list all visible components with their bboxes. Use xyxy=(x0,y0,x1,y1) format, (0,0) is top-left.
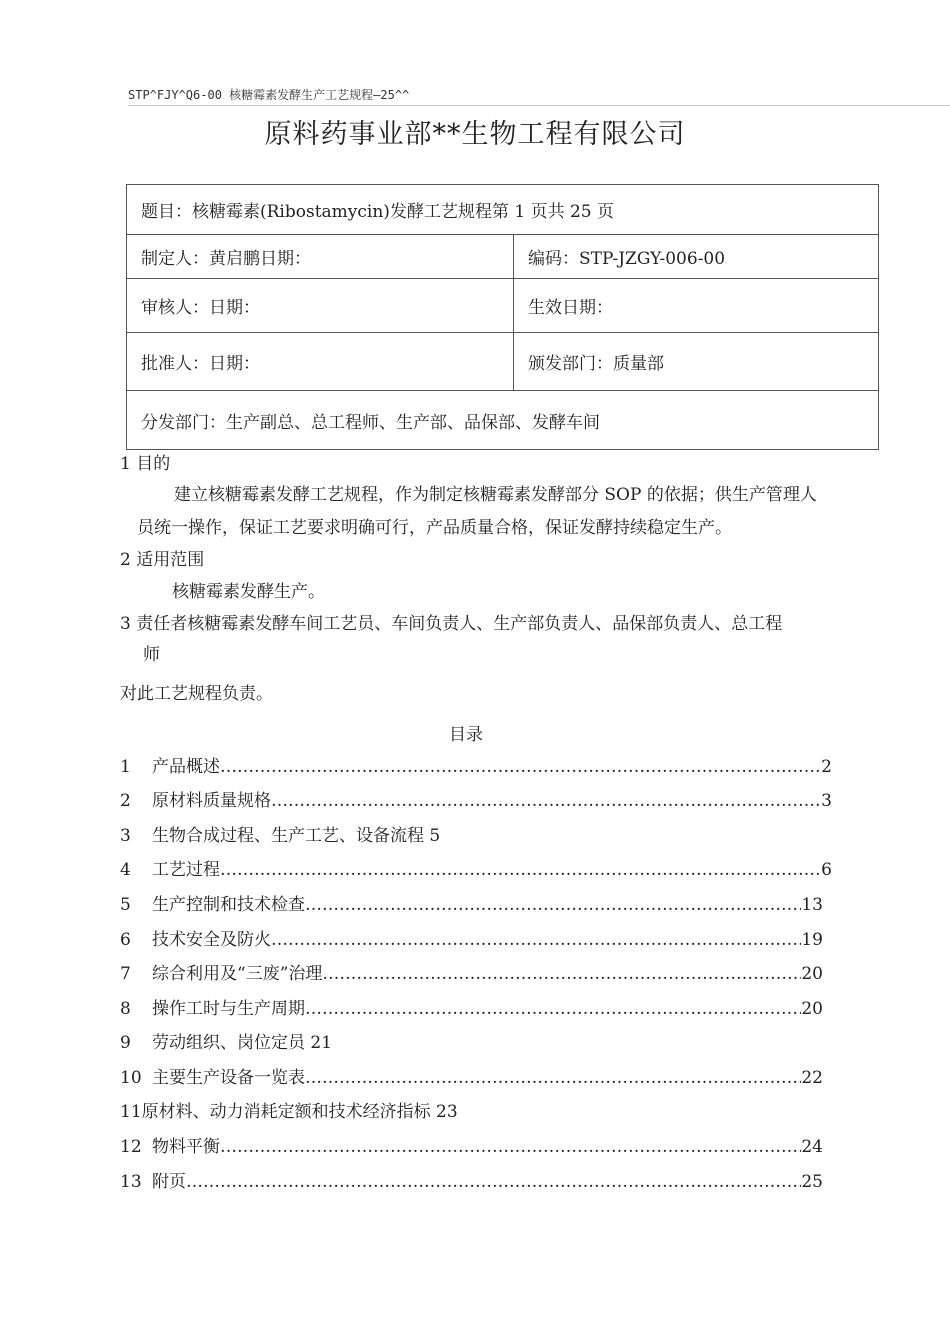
section-3-line-1: 3 责任者核糖霉素发酵车间工艺员、车间负责人、生产部负责人、品保部负责人、总工程 xyxy=(120,614,783,634)
toc-item-label: 综合利用及“三废”治理 xyxy=(152,964,323,984)
toc-item-page: 22 xyxy=(801,1068,823,1088)
toc-item[interactable] xyxy=(120,789,832,813)
toc-item[interactable] xyxy=(120,824,440,848)
toc-item-number: 5 xyxy=(120,895,131,915)
toc-leader-dots xyxy=(186,1170,801,1194)
toc-item-label: 原材料、动力消耗定额和技术经济指标 23 xyxy=(141,1102,458,1122)
toc-leader-dots xyxy=(322,962,801,986)
toc-item-label: 原材料质量规格 xyxy=(152,791,271,811)
toc-item-number: 2 xyxy=(120,791,131,811)
toc-item[interactable] xyxy=(120,1170,823,1194)
issuer-cell: 颁发部门：质量部 xyxy=(514,333,879,391)
toc-leader-dots xyxy=(271,789,821,813)
toc-item[interactable] xyxy=(120,928,823,952)
toc-item-label: 物料平衡 xyxy=(152,1137,220,1157)
running-header: STP^FJY^Q6-00 核糖霉素发酵生产工艺规程—25^^ xyxy=(128,86,950,106)
document-info-table xyxy=(126,184,879,450)
author-cell: 制定人：黄启鹏日期： xyxy=(127,235,514,279)
toc-item-page: 24 xyxy=(801,1137,823,1157)
toc-item-page: 19 xyxy=(801,930,823,950)
toc-item[interactable] xyxy=(120,962,823,986)
toc-item-page: 2 xyxy=(821,757,832,777)
toc-item-label: 主要生产设备一览表 xyxy=(152,1068,305,1088)
toc-title: 目录 xyxy=(449,725,483,745)
toc-item-number: 7 xyxy=(120,964,131,984)
doc-title-cell: 题目：核糖霉素(Ribostamycin)发酵工艺规程第 1 页共 25 页 xyxy=(127,185,879,235)
toc-leader-dots xyxy=(305,1066,801,1090)
toc-item[interactable] xyxy=(120,1135,823,1159)
toc-item[interactable] xyxy=(120,893,823,917)
section-3-line-2: 师 xyxy=(143,645,160,665)
toc-item-number: 3 xyxy=(120,826,131,846)
approver-cell: 批准人：日期： xyxy=(127,333,514,391)
toc-leader-dots xyxy=(220,858,821,882)
toc-item-number: 1 xyxy=(120,757,131,777)
toc-leader-dots xyxy=(271,928,801,952)
section-2-body: 核糖霉素发酵生产。 xyxy=(172,582,325,602)
toc-item-label: 附页 xyxy=(152,1172,186,1192)
toc-item-number: 9 xyxy=(120,1033,131,1053)
toc-item-number: 12 xyxy=(120,1137,142,1157)
toc-item-label: 劳动组织、岗位定员 21 xyxy=(152,1033,333,1053)
toc-leader-dots xyxy=(305,893,801,917)
toc-leader-dots xyxy=(220,755,821,779)
toc-item-page: 13 xyxy=(801,895,823,915)
toc-item-page: 3 xyxy=(821,791,832,811)
reviewer-cell: 审核人：日期： xyxy=(127,279,514,333)
toc-item-number: 8 xyxy=(120,999,131,1019)
toc-item[interactable] xyxy=(120,997,823,1021)
toc-item-number: 10 xyxy=(120,1068,142,1088)
toc-item[interactable] xyxy=(120,755,832,779)
company-title: 原料药事业部**生物工程有限公司 xyxy=(264,119,686,150)
toc-item-label: 产品概述 xyxy=(152,757,220,777)
section-2-heading: 2 适用范围 xyxy=(120,550,205,570)
toc-item[interactable] xyxy=(120,858,832,882)
toc-item-page: 25 xyxy=(801,1172,823,1192)
toc-leader-dots xyxy=(220,1135,801,1159)
toc-item[interactable] xyxy=(120,1031,332,1055)
toc-item-number: 11 xyxy=(120,1102,142,1122)
section-1-line-2: 员统一操作，保证工艺要求明确可行，产品质量合格，保证发酵持续稳定生产。 xyxy=(137,518,732,538)
distribution-cell: 分发部门：生产副总、总工程师、生产部、品保部、发酵车间 xyxy=(127,391,879,450)
toc-item-label: 生物合成过程、生产工艺、设备流程 5 xyxy=(152,826,441,846)
effective-date-cell: 生效日期： xyxy=(514,279,879,333)
toc-item-page: 20 xyxy=(801,999,823,1019)
code-cell: 编码：STP-JZGY-006-00 xyxy=(514,235,879,279)
toc-item-label: 工艺过程 xyxy=(152,860,220,880)
toc-leader-dots xyxy=(305,997,801,1021)
section-1-line-1: 建立核糖霉素发酵工艺规程，作为制定核糖霉素发酵部分 SOP 的依据；供生产管理人 xyxy=(174,485,817,505)
toc-item[interactable] xyxy=(120,1066,823,1090)
toc-item-label: 生产控制和技术检查 xyxy=(152,895,305,915)
toc-item-label: 技术安全及防火 xyxy=(152,930,271,950)
toc-item-number: 13 xyxy=(120,1172,142,1192)
toc-item-page: 20 xyxy=(801,964,823,984)
section-3-line-3: 对此工艺规程负责。 xyxy=(120,684,273,704)
toc-item-page: 6 xyxy=(821,860,832,880)
toc-item[interactable] xyxy=(120,1100,458,1124)
toc-item-label: 操作工时与生产周期 xyxy=(152,999,305,1019)
section-1-heading: 1 目的 xyxy=(120,454,171,474)
toc-item-number: 6 xyxy=(120,930,131,950)
toc-item-number: 4 xyxy=(120,860,131,880)
